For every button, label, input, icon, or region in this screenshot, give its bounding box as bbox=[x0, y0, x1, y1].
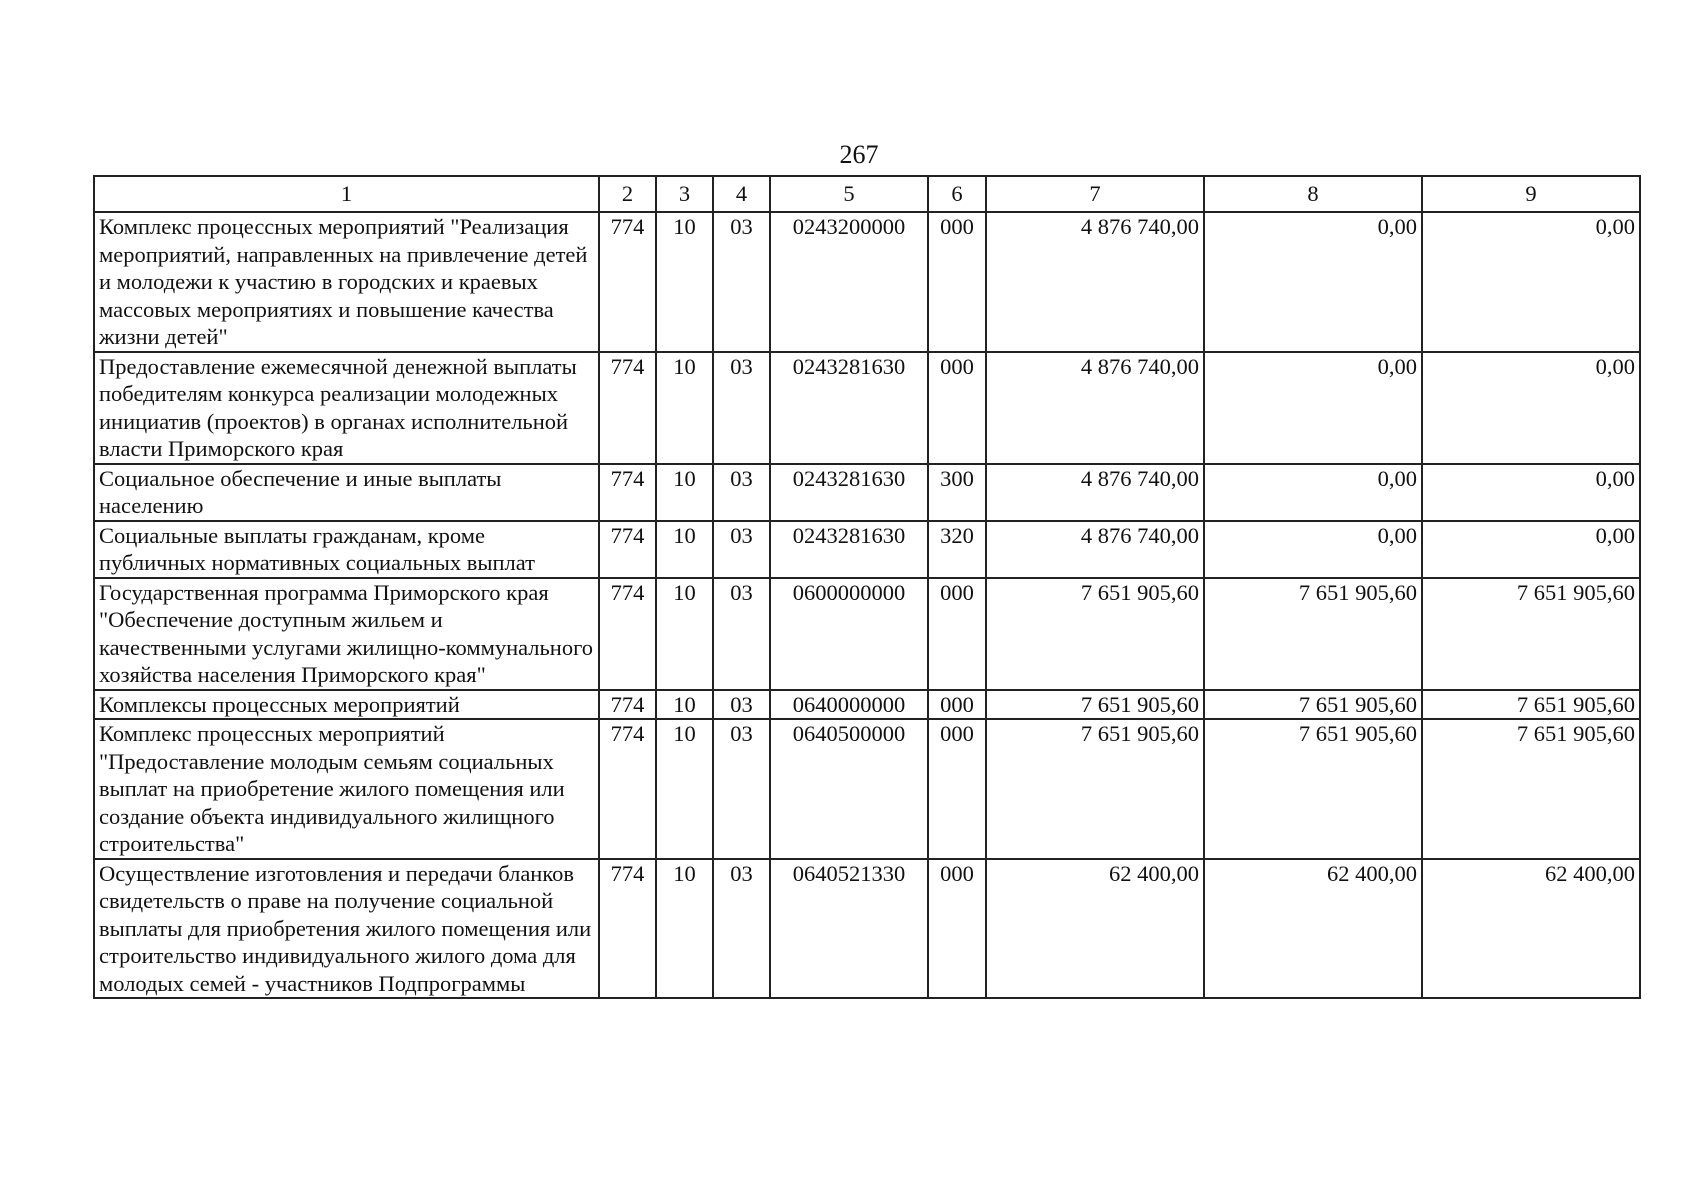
row-name: Комплексы процессных мероприятий bbox=[94, 690, 599, 720]
row-code-4: 03 bbox=[713, 521, 770, 578]
row-code-6: 000 bbox=[928, 859, 986, 999]
row-name: Комплекс процессных мероприятий "Реализация мероприятий, направленных на привлечение детей и молодежи к участию в городских и краевых массовых мероприятиях и повышение качества жизни детей" bbox=[94, 212, 599, 352]
row-code-5: 0243200000 bbox=[770, 212, 928, 352]
row-amount-9: 7 651 905,60 bbox=[1422, 719, 1640, 859]
column-header: 3 bbox=[656, 176, 713, 212]
row-code-6: 000 bbox=[928, 578, 986, 690]
table-row bbox=[94, 578, 1640, 690]
row-code-5: 0640000000 bbox=[770, 690, 928, 720]
row-code-3: 10 bbox=[656, 464, 713, 521]
row-code-3: 10 bbox=[656, 719, 713, 859]
row-code-5: 0640521330 bbox=[770, 859, 928, 999]
row-amount-8: 0,00 bbox=[1204, 464, 1422, 521]
row-code-4: 03 bbox=[713, 578, 770, 690]
row-code-4: 03 bbox=[713, 352, 770, 464]
row-code-5: 0243281630 bbox=[770, 464, 928, 521]
table-row bbox=[94, 690, 1640, 720]
column-header: 7 bbox=[986, 176, 1204, 212]
row-name: Предоставление ежемесячной денежной выплаты победителям конкурса реализации молодежных инициатив (проектов) в органах исполнительной власти Приморского края bbox=[94, 352, 599, 464]
row-name: Государственная программа Приморского края "Обеспечение доступным жильем и качественными услугами жилищно-коммунального хозяйства населения Приморского края" bbox=[94, 578, 599, 690]
row-amount-7: 7 651 905,60 bbox=[986, 690, 1204, 720]
row-code-3: 10 bbox=[656, 352, 713, 464]
row-amount-8: 0,00 bbox=[1204, 521, 1422, 578]
row-code-5: 0243281630 bbox=[770, 521, 928, 578]
table-row bbox=[94, 521, 1640, 578]
row-code-2: 774 bbox=[599, 578, 656, 690]
row-amount-8: 7 651 905,60 bbox=[1204, 690, 1422, 720]
column-header: 1 bbox=[94, 176, 599, 212]
row-amount-7: 7 651 905,60 bbox=[986, 719, 1204, 859]
column-header: 6 bbox=[928, 176, 986, 212]
row-code-5: 0600000000 bbox=[770, 578, 928, 690]
column-header: 2 bbox=[599, 176, 656, 212]
row-code-4: 03 bbox=[713, 212, 770, 352]
row-amount-9: 0,00 bbox=[1422, 212, 1640, 352]
column-header: 9 bbox=[1422, 176, 1640, 212]
row-amount-9: 0,00 bbox=[1422, 521, 1640, 578]
row-name: Осуществление изготовления и передачи бланков свидетельств о праве на получение социальной выплаты для приобретения жилого помещения или строительство индивидуального жилого дома для молодых семей - участников Подпрограммы bbox=[94, 859, 599, 999]
row-code-2: 774 bbox=[599, 690, 656, 720]
budget-table bbox=[93, 175, 1641, 999]
row-code-3: 10 bbox=[656, 578, 713, 690]
row-amount-9: 0,00 bbox=[1422, 464, 1640, 521]
row-code-5: 0640500000 bbox=[770, 719, 928, 859]
row-code-2: 774 bbox=[599, 859, 656, 999]
row-code-3: 10 bbox=[656, 690, 713, 720]
row-code-2: 774 bbox=[599, 521, 656, 578]
row-code-2: 774 bbox=[599, 352, 656, 464]
row-name: Комплекс процессных мероприятий "Предоставление молодым семьям социальных выплат на приобретение жилого помещения или создание объекта индивидуального жилищного строительства" bbox=[94, 719, 599, 859]
row-code-6: 320 bbox=[928, 521, 986, 578]
column-header: 8 bbox=[1204, 176, 1422, 212]
row-code-6: 000 bbox=[928, 352, 986, 464]
column-header: 5 bbox=[770, 176, 928, 212]
row-code-4: 03 bbox=[713, 690, 770, 720]
row-code-2: 774 bbox=[599, 212, 656, 352]
header-row bbox=[94, 176, 1640, 212]
row-code-4: 03 bbox=[713, 719, 770, 859]
row-name: Социальные выплаты гражданам, кроме публичных нормативных социальных выплат bbox=[94, 521, 599, 578]
row-code-2: 774 bbox=[599, 719, 656, 859]
row-amount-8: 0,00 bbox=[1204, 352, 1422, 464]
row-code-6: 000 bbox=[928, 719, 986, 859]
row-amount-8: 7 651 905,60 bbox=[1204, 578, 1422, 690]
row-code-2: 774 bbox=[599, 464, 656, 521]
row-amount-7: 4 876 740,00 bbox=[986, 521, 1204, 578]
page-number: 267 bbox=[839, 140, 879, 169]
row-name: Социальное обеспечение и иные выплаты населению bbox=[94, 464, 599, 521]
row-code-6: 000 bbox=[928, 212, 986, 352]
row-amount-7: 62 400,00 bbox=[986, 859, 1204, 999]
table-row bbox=[94, 859, 1640, 999]
row-code-3: 10 bbox=[656, 212, 713, 352]
row-code-4: 03 bbox=[713, 859, 770, 999]
row-code-3: 10 bbox=[656, 521, 713, 578]
row-amount-9: 62 400,00 bbox=[1422, 859, 1640, 999]
table-row bbox=[94, 352, 1640, 464]
table-row bbox=[94, 212, 1640, 352]
row-amount-9: 0,00 bbox=[1422, 352, 1640, 464]
row-code-6: 000 bbox=[928, 690, 986, 720]
row-code-4: 03 bbox=[713, 464, 770, 521]
row-amount-8: 62 400,00 bbox=[1204, 859, 1422, 999]
row-amount-7: 4 876 740,00 bbox=[986, 464, 1204, 521]
table-row bbox=[94, 464, 1640, 521]
row-amount-8: 0,00 bbox=[1204, 212, 1422, 352]
row-amount-9: 7 651 905,60 bbox=[1422, 578, 1640, 690]
row-amount-7: 4 876 740,00 bbox=[986, 352, 1204, 464]
row-amount-7: 7 651 905,60 bbox=[986, 578, 1204, 690]
row-code-5: 0243281630 bbox=[770, 352, 928, 464]
table-row bbox=[94, 719, 1640, 859]
column-header: 4 bbox=[713, 176, 770, 212]
row-amount-7: 4 876 740,00 bbox=[986, 212, 1204, 352]
row-amount-8: 7 651 905,60 bbox=[1204, 719, 1422, 859]
row-code-6: 300 bbox=[928, 464, 986, 521]
row-amount-9: 7 651 905,60 bbox=[1422, 690, 1640, 720]
row-code-3: 10 bbox=[656, 859, 713, 999]
